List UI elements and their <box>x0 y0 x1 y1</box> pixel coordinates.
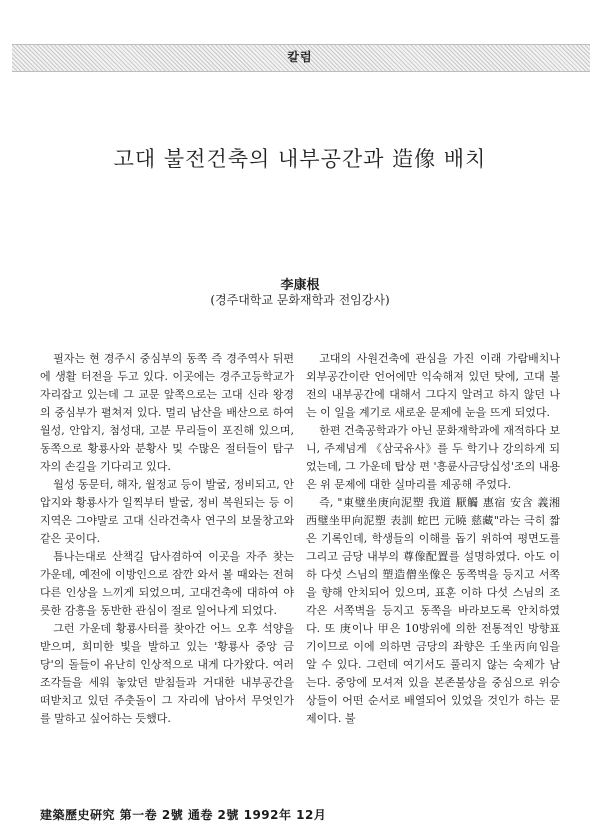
section-label: 칼럼 <box>287 50 313 64</box>
paragraph: 한편 건축공학과가 아닌 문화재학과에 재적하다 보니, 주제넘게 《삼국유사》를 두 학기나 강의하게 되었는데, 그 가운데 탑상 편 '흥륜사금당십성'조의 내용은 위 문제에 대한 실마리를 제공해 주었다. <box>306 424 560 491</box>
page-title: 고대 불전건축의 내부공간과 造像 배치 <box>113 147 487 171</box>
paragraph: 틈나는대로 산책길 답사겸하여 이곳을 자주 찾는 가운데, 예전에 이방인으로 잠깐 와서 볼 때와는 전혀 다른 인상을 느끼게 되었으며, 고대건축에 대하여 야릇한 감흥을 동반한 관심이 절로 일어나게 되었다. <box>40 550 294 617</box>
author-affiliation: (경주대학교 문화재학과 전임강사) <box>210 293 390 307</box>
right-column <box>306 350 560 728</box>
paragraph: 고대의 사원건축에 관심을 가진 이래 가람배치나 외부공간이란 언어에만 익숙해져 있던 탓에, 고대 불전의 내부공간에 대해서 그다지 알려고 하지 않던 나는 이 일을 계기로 새로운 문제에 눈을 뜨게 되었다. <box>306 352 560 419</box>
journal-footer: 建築歷史硏究 第一卷 2號 通卷 2號 1992年 12月 <box>40 808 327 822</box>
author-name: 李康根 <box>280 278 320 293</box>
paragraph: 필자는 현 경주시 중심부의 동쪽 즉 경주역사 뒤편에 생활 터전을 두고 있다. 이곳에는 경주고등학교가 자리잡고 있는데 그 교문 앞쪽으로는 고대 신라 왕경의 중심부가 펼쳐져 있다. 멀리 남산을 배산으로 하여 월성, 안압지, 첨성대, 고분 무리들이 포진해 있으며, 동쪽으로 황룡사와 분황사 및 수많은 절터들이 탐구자의 손길을 기다리고 있다. <box>40 352 294 473</box>
left-column <box>40 350 294 728</box>
paragraph: 즉, "東璧坐庚向泥塑 我道 厭觸 惠宿 安含 義湘 西璧坐甲向泥塑 表訓 蛇巴 元曉 慈藏"라는 극히 짧은 기록인데, 학생들의 이해를 돕기 위하여 평면도를 그리고 금당 내부의 尊像配置를 설명하였다. 아도 이하 다섯 스님의 塑造僧坐像은 동쪽벽을 등지고 서쪽을 향해 안치되어 있으며, 표훈 이하 다섯 스님의 조각은 서쪽벽을 등지고 동쪽을 바라보도록 안치하였다. 또 庚이나 甲은 10방위에 의한 전통적인 방향표기이므로 이에 의하면 금당의 좌향은 壬坐丙向임을 알 수 있다. 그런데 여기서도 풀리지 않는 숙제가 남는다. 중앙에 모셔져 있을 본존불상을 중심으로 위승상들이 어떤 순서로 배열되어 있었을 것인가 하는 문제이다. 불 <box>306 496 560 725</box>
paragraph: 그런 가운데 황룡사터를 찾아간 어느 오후 석양을 받으며, 희미한 빛을 발하고 있는 '황룡사 중앙 금당'의 돌들이 유난히 인상적으로 내게 다가왔다. 여러 조각들을 세워 놓았던 받침들과 거대한 내부공간을 떠받치고 있던 주춧돌이 그 자리에 남아서 무엇인가를 말하고 싶어하는 듯했다. <box>40 622 294 725</box>
paragraph: 월성 동문터, 해자, 월정교 등이 발굴, 정비되고, 안압지와 황룡사가 일찍부터 발굴, 정비 복원되는 등 이 지역은 그야말로 고대 신라건축사 연구의 보물창고와 같은 곳이다. <box>40 478 294 545</box>
